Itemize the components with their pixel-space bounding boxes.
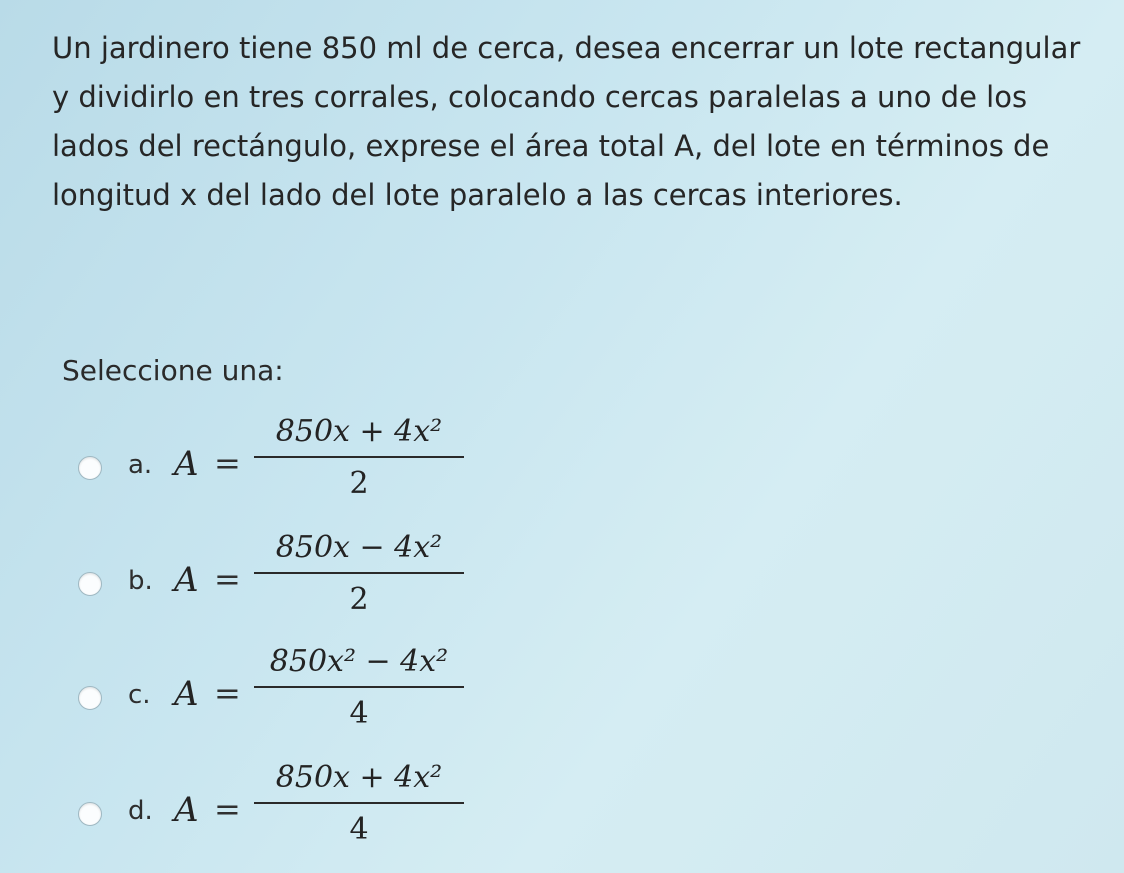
radio-button-a[interactable] bbox=[78, 456, 102, 480]
option-d[interactable] bbox=[78, 756, 558, 856]
option-a[interactable] bbox=[78, 410, 558, 510]
option-c[interactable] bbox=[78, 640, 558, 740]
fraction-bar bbox=[254, 686, 464, 688]
formula-lhs: A bbox=[174, 444, 199, 484]
fraction-numerator: 850x + 4x² bbox=[275, 414, 443, 449]
fraction-denominator: 2 bbox=[349, 582, 369, 617]
option-letter: a. bbox=[128, 450, 153, 480]
radio-button-d[interactable] bbox=[78, 802, 102, 826]
select-one-prompt: Seleccione una: bbox=[62, 354, 284, 387]
fraction-numerator: 850x² − 4x² bbox=[269, 644, 449, 679]
fraction-bar bbox=[254, 456, 464, 458]
fraction-numerator: 850x + 4x² bbox=[275, 760, 443, 795]
formula-lhs: A bbox=[174, 560, 199, 600]
radio-button-c[interactable] bbox=[78, 686, 102, 710]
fraction-bar bbox=[254, 802, 464, 804]
option-letter: b. bbox=[128, 566, 153, 596]
fraction-denominator: 4 bbox=[349, 696, 369, 731]
fraction bbox=[254, 410, 464, 504]
fraction-bar bbox=[254, 572, 464, 574]
option-letter: d. bbox=[128, 796, 153, 826]
question-text: Un jardinero tiene 850 ml de cerca, desea encerrar un lote rectangular y dividirlo en tres corrales, colocando cercas paralelas a uno de los lados del rectángulo, exprese el área total A, del lote en términos de longitud x del lado del lote paralelo a las cercas interiores. bbox=[52, 31, 1081, 212]
fraction-denominator: 4 bbox=[349, 812, 369, 847]
fraction bbox=[254, 526, 464, 620]
option-letter: c. bbox=[128, 680, 151, 710]
formula-lhs: A bbox=[174, 674, 199, 714]
equals-sign: = bbox=[214, 560, 241, 598]
equals-sign: = bbox=[214, 790, 241, 828]
fraction-denominator: 2 bbox=[349, 466, 369, 501]
fraction-numerator: 850x − 4x² bbox=[275, 530, 443, 565]
radio-button-b[interactable] bbox=[78, 572, 102, 596]
formula-lhs: A bbox=[174, 790, 199, 830]
fraction bbox=[254, 756, 464, 850]
equals-sign: = bbox=[214, 444, 241, 482]
fraction bbox=[254, 640, 464, 734]
equals-sign: = bbox=[214, 674, 241, 712]
option-b[interactable] bbox=[78, 526, 558, 626]
